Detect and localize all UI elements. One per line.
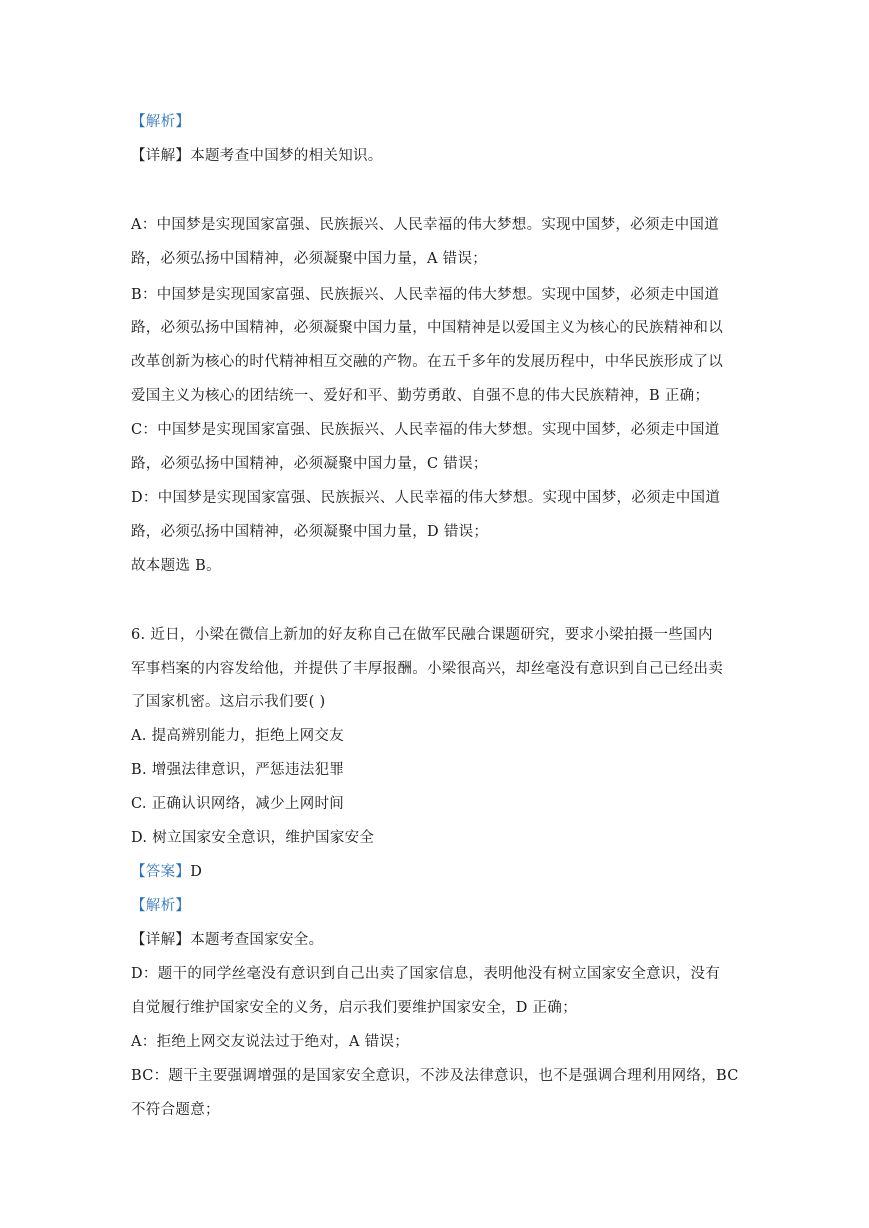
detail-text: 本题考查中国梦的相关知识。 [190, 148, 383, 164]
q6-detail-line [131, 930, 323, 950]
answer-value: D [190, 864, 203, 880]
option-a-line2: 路，必须弘扬中国精神，必须凝聚中国力量，A 错误； [131, 251, 488, 267]
q6-detail-text: 本题考查国家安全。 [190, 932, 324, 948]
conclusion: 故本题选 B。 [131, 558, 221, 574]
option-a-line1: A：中国梦是实现国家富强、民族振兴、人民幸福的伟大梦想。实现中国梦，必须走中国道 [131, 217, 719, 233]
q6-analysis-tag: 【解析】 [131, 898, 191, 914]
analysis-tag: 【解析】 [131, 114, 191, 130]
q6-explain-d-line2: 自觉履行维护国家安全的义务，启示我们要维护国家安全，D 正确； [131, 1000, 578, 1016]
option-b-line1: B：中国梦是实现国家富强、民族振兴、人民幸福的伟大梦想。实现中国梦，必须走中国道 [131, 287, 720, 303]
answer-line [131, 862, 202, 882]
option-b-line2: 路，必须弘扬中国精神，必须凝聚中国力量，中国精神是以爱国主义为核心的民族精神和以 [131, 320, 723, 336]
q6-detail-tag: 【详解】 [131, 932, 191, 948]
option-c-line1: C：中国梦是实现国家富强、民族振兴、人民幸福的伟大梦想。实现中国梦，必须走中国道 [131, 422, 720, 438]
q6-choice-a: A. 提高辨别能力，拒绝上网交友 [131, 728, 344, 744]
detail-line [131, 146, 383, 166]
q6-stem-line1: 6. 近日，小梁在微信上新加的好友称自己在做军民融合课题研究，要求小梁拍摄一些国内 [131, 627, 713, 643]
option-d-line2: 路，必须弘扬中国精神，必须凝聚中国力量，D 错误； [131, 524, 489, 540]
detail-tag: 【详解】 [131, 148, 191, 164]
option-c-line2: 路，必须弘扬中国精神，必须凝聚中国力量，C 错误； [131, 456, 488, 472]
q6-explain-bc-line1: BC：题干主要强调增强的是国家安全意识，不涉及法律意识，也不是强调合理利用网络，BC [131, 1068, 739, 1084]
option-d-line1: D：中国梦是实现国家富强、民族振兴、人民幸福的伟大梦想。实现中国梦，必须走中国道 [131, 490, 721, 506]
q6-stem-line2: 军事档案的内容发给他，并提供了丰厚报酬。小梁很高兴，却丝毫没有意识到自己已经出卖 [131, 661, 723, 677]
q6-explain-a: A：拒绝上网交友说法过于绝对，A 错误； [131, 1034, 410, 1050]
q6-choice-c: C. 正确认识网络，减少上网时间 [131, 796, 345, 812]
q6-stem-line3: 了国家机密。这启示我们要( ) [131, 694, 326, 710]
option-b-line3: 改革创新为核心的时代精神相互交融的产物。在五千多年的发展历程中，中华民族形成了以 [131, 354, 723, 370]
q6-explain-d-line1: D：题干的同学丝毫没有意识到自己出卖了国家信息，表明他没有树立国家安全意识，没有 [131, 966, 721, 982]
q6-choice-d: D. 树立国家安全意识，维护国家安全 [131, 830, 375, 846]
answer-tag: 【答案】 [131, 864, 191, 880]
option-b-line4: 爱国主义为核心的团结统一、爱好和平、勤劳勇敢、自强不息的伟大民族精神，B 正确； [131, 388, 710, 404]
q6-choice-b: B. 增强法律意识，严惩违法犯罪 [131, 762, 345, 778]
q6-explain-bc-line2: 不符合题意； [131, 1102, 220, 1118]
